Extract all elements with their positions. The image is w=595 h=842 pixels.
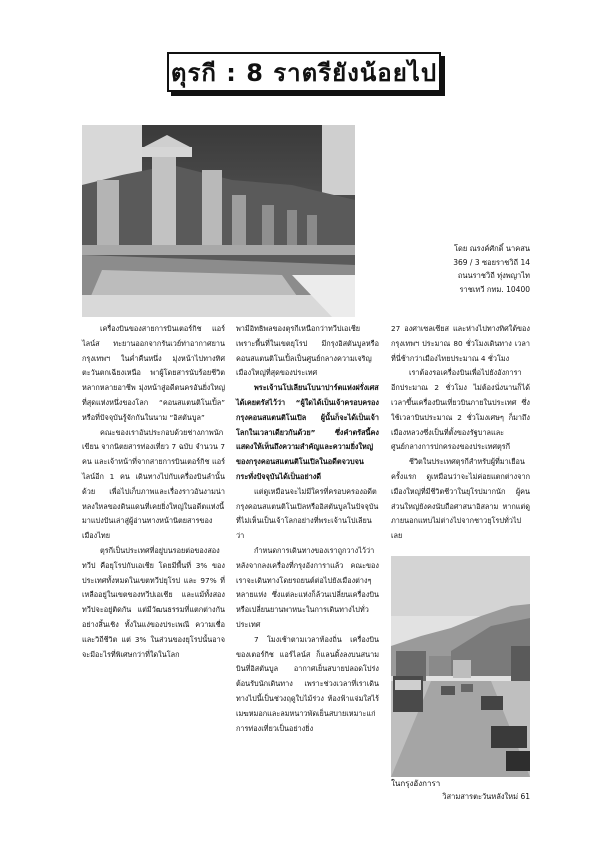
page-footer: วิสามสารตะวันหลังใหม่ 61 [442, 792, 530, 801]
paragraph: 7 โมงเช้าตามเวลาท้องถิ่น เครื่องบินของเตอร์กิช แอร์ไลน์ส ก็แลนดิ้งลงบนสนามบินที่อิสตันบูล อากาศเย็นสบายปลอดโปร่งต้อนรับนักเดินทาง เพราะช่วงเวลาที่เราเดินทางไปนี้เป็นช่วงฤดูใบไม้ร่วง ท้องฟ้าแจ่มใสไร้เมฆหมอกและลมหนาวพัดเย็นสบายเหมาะแก่การท่องเที่ยวเป็นอย่างยิ่ง [236, 634, 379, 733]
paragraph: 27 องศาเซลเซียส และห่างไปทางทิศใต้ของกรุงเทพฯ ประมาณ 80 ชั่วโมงเดินทาง เวลาที่นี่ช้ากว่าเมืองไทยประมาณ 4 ชั่วโมง [391, 324, 530, 363]
photo-caption: ในกรุงอังการา [391, 779, 441, 788]
article-column-3 [391, 322, 530, 544]
author-byline: โดย ณรงค์ศักดิ์ นาคสน [454, 244, 530, 253]
author-address-2: ถนนราชวิถี ทุ่งพญาไท [457, 271, 530, 280]
paragraph: พระเจ้านโปเลียนโบนาปาร์ตแห่งฝรั่งเศสได้เคยตรัสไว้ว่า “ผู้ใดได้เป็นเจ้าครอบครองกรุงคอนสแตนติโนเปิล ผู้นั้นก็จะได้เป็นเจ้าโลกในเวลาเดียวกันด้วย” ซึ่งคำตรัสนี้คงแสดงให้เห็นถึงความสำคัญและความยิ่งใหญ่ของกรุงคอนสแตนติโนเปิลในอดีตจวบจนกระทั่งปัจจุบันได้เป็นอย่างดี [236, 383, 379, 481]
paragraph: เครื่องบินของสายการบินเตอร์กิช แอร์ไลน์ส ทะยานออกจากรันเวย์ท่าอากาศยานกรุงเทพฯ ในค่ำคืนหนึ่ง มุ่งหน้าไปทางทิศตะวันตกเฉียงเหนือ พาผู้โดยสารนับร้อยชีวิตหลากหลายอาชีพ มุ่งหน้าสู่อดีตนครอันยิ่งใหญ่ที่สุดแห่งหนึ่งของโลก “คอนสแตนติโนเปิ้ล” หรือที่ปัจจุบันรู้จักกันในนาม “อิสตันบูล” [82, 324, 225, 422]
paragraph: พามีอิทธิพลของตุรกีเหนือกว่าทวีปเอเชีย เพราะพื้นที่ในเขตยุโรป มีกรุงอิสตันบูลหรือคอนสแตนติโนเปิ้ลเป็นศูนย์กลางความเจริญ เมืองใหญ่ที่สุดของประเทศ [236, 324, 379, 378]
paragraph: แต่ดูเหมือนจะไม่มีใครที่ครอบครองอดีตกรุงคอนสแตนติโนเปิลหรืออิสตันบูลในปัจจุบันที่ไม่เห็นเป็นเจ้าโลกอย่างที่พระเจ้านโปเลียนว่า [236, 486, 379, 541]
ankara-street-photo [391, 556, 530, 777]
page-title: ตุรกี : 8 ราตรียังน้อยไป [170, 58, 438, 87]
paragraph: กำหนดการเดินทางของเราถูกวางไว้ว่า หลังจากลงเครื่องที่กรุงอังการาแล้ว คณะของเราจะเดินทางโดยรถยนต์ต่อไปยังเมืองต่างๆ หลายแห่ง ซึ่งแต่ละแห่งก็ล้วนเปลี่ยนเครื่องบินหรือเปลี่ยนยานพาหนะในการเดินทางไปทั่วประเทศ [236, 545, 379, 629]
ruins-photo [82, 125, 355, 317]
author-address-3: ราชเทวี กทม. 10400 [459, 284, 530, 294]
author-address-1: 369 / 3 ซอยราชวิถี 14 [453, 257, 530, 267]
article-column-1 [82, 322, 225, 662]
article-column-2 [236, 322, 379, 736]
paragraph: ตุรกีเป็นประเทศที่อยู่บนรอยต่อของสองทวีป คือยุโรปกับเอเชีย โดยมีพื้นที่ 3% ของประเทศทั้งหมดในเขตทวีปยุโรป และ 97% ที่เหลืออยู่ในเขตของทวีปเอเชีย และแม้ทั้งสองทวีปจะอยู่ติดกัน แต่มีวัฒนธรรมที่แตกต่างกันอย่างสิ้นเชิง ทั้งในแง่ของประเพณี ความเชื่อ และวิถีชีวิต แต่ 3% ในส่วนของยุโรปนั้นอาจจะมีอะไรที่พิเศษกว่าที่ใดในโลก [82, 545, 225, 659]
paragraph: คณะของเราอันประกอบด้วยช่างภาพนักเขียน จากนิตยสารท่องเที่ยว 7 ฉบับ จำนวน 7 คน และเจ้าหน้าที่จากสายการบินเตอร์กิช แอร์ไลน์อีก 1 คน เดินทางไปกับเครื่องบินลำนั้นด้วย เพื่อไปเก็บภาพและเรื่องราวอันงามน่าหลงใหลของดินแดนที่เคยยิ่งใหญ่ในอดีตแห่งนี้มาแบ่งปันเล่าสู่ผู้อ่านทางหน้านิตยสารของเมืองไทย [82, 427, 225, 541]
author-block [396, 242, 530, 296]
paragraph: เราต้องรอเครื่องบินเพื่อไปยังอังการาอีกประมาณ 2 ชั่วโมง ไม่ต้องนั่งนานก็ได้เวลาขึ้นเครื่องบินเที่ยวบินภายในประเทศ ซึ่งใช้เวลาบินประมาณ 2 ชั่วโมงเศษๆ ก็มาถึงเมืองหลวงซึ่งเป็นที่ตั้งของรัฐบาลและศูนย์กลางการปกครองของประเทศตุรกี [391, 368, 530, 452]
paragraph: ชีวิตในประเทศตุรกีสำหรับผู้ที่มาเยือนครั้งแรก ดูเหมือนว่าจะไม่ค่อยแตกต่างจากเมืองใหญ่ที่มีชีวิตชีวาในยุโรปมากนัก ผู้คนส่วนใหญ่ยังคงนับถือศาสนาอิสลาม หากแต่ดูภายนอกแทบไม่ต่างไปจากชาวยุโรปทั่วไปเลย [391, 457, 530, 541]
title-box [167, 52, 441, 92]
